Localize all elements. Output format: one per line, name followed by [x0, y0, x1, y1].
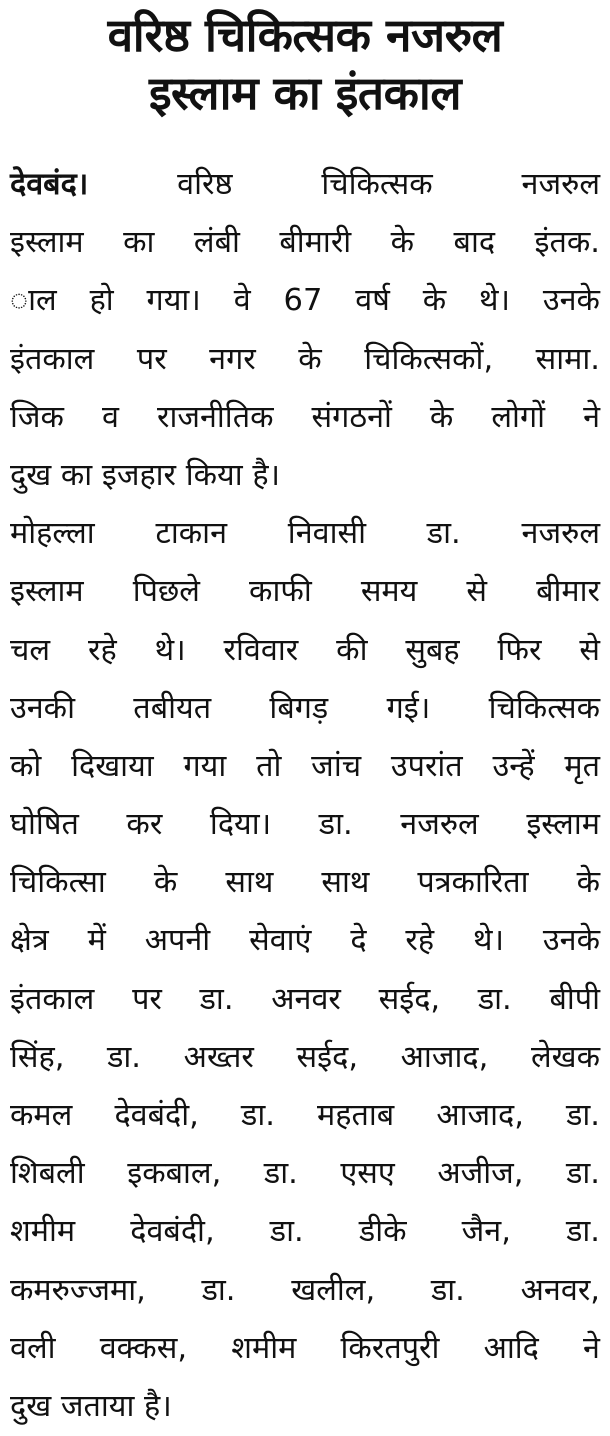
body-line-2: इस्लाम का लंबी बीमारी के बाद इंतक. — [10, 225, 600, 261]
body-line-18: शिबली इकबाल, डा. एसए अजीज, डा. — [10, 1156, 600, 1192]
body-line-8: इस्लाम पिछले काफी समय से बीमार — [10, 574, 600, 610]
body-line-15: इंतकाल पर डा. अनवर सईद, डा. बीपी — [10, 981, 600, 1017]
body-line-16: सिंह, डा. अख्तर सईद, आजाद, लेखक — [10, 1039, 600, 1075]
body-line-11: को दिखाया गया तो जांच उपरांत उन्हें मृत — [10, 748, 600, 784]
body-line-5: जिक व राजनीतिक संगठनों के लोगों ने — [10, 399, 600, 435]
body-line-3: ाल हो गया। वे 67 वर्ष के थे। उनके — [10, 283, 600, 319]
body-line-7: मोहल्ला टाकान निवासी डा. नजरुल — [10, 516, 600, 552]
body-line-19: शमीम देवबंदी, डा. डीके जैन, डा. — [10, 1214, 600, 1250]
dateline: देवबंद। — [10, 167, 89, 202]
body-line-9: चल रहे थे। रविवार की सुबह फिर से — [10, 632, 600, 668]
body-line-17: कमल देवबंदी, डा. महताब आजाद, डा. — [10, 1098, 600, 1133]
body-line-10: उनकी तबीयत बिगड़ गई। चिकित्सक — [10, 690, 600, 726]
body-line-13: चिकित्सा के साथ साथ पत्रकारिता के — [10, 865, 600, 901]
body-line-6: दुख का इजहार किया है। — [10, 457, 281, 493]
article-body — [10, 156, 600, 1436]
body-line-14: क्षेत्र में अपनी सेवाएं दे रहे थे। उनके — [10, 923, 600, 959]
body-line-20: कमरुज्जमा, डा. खलील, डा. अनवर, — [10, 1272, 600, 1308]
body-line-4: इंतकाल पर नगर के चिकित्सकों, सामा. — [10, 341, 600, 377]
headline-line-2: इस्लाम का इंतकाल — [148, 66, 462, 120]
body-line-12: घोषित कर दिया। डा. नजरुल इस्लाम — [10, 807, 600, 843]
body-line-21: वली वक्कस, शमीम किरतपुरी आदि ने — [10, 1330, 600, 1366]
body-line-22: दुख जताया है। — [10, 1388, 172, 1424]
body-line-1 — [10, 156, 600, 214]
body-line-1-text: वरिष्ठ चिकित्सक नजरुल — [88, 167, 600, 202]
headline — [0, 0, 610, 122]
headline-line-1: वरिष्ठ चिकित्सक नजरुल — [107, 8, 503, 62]
